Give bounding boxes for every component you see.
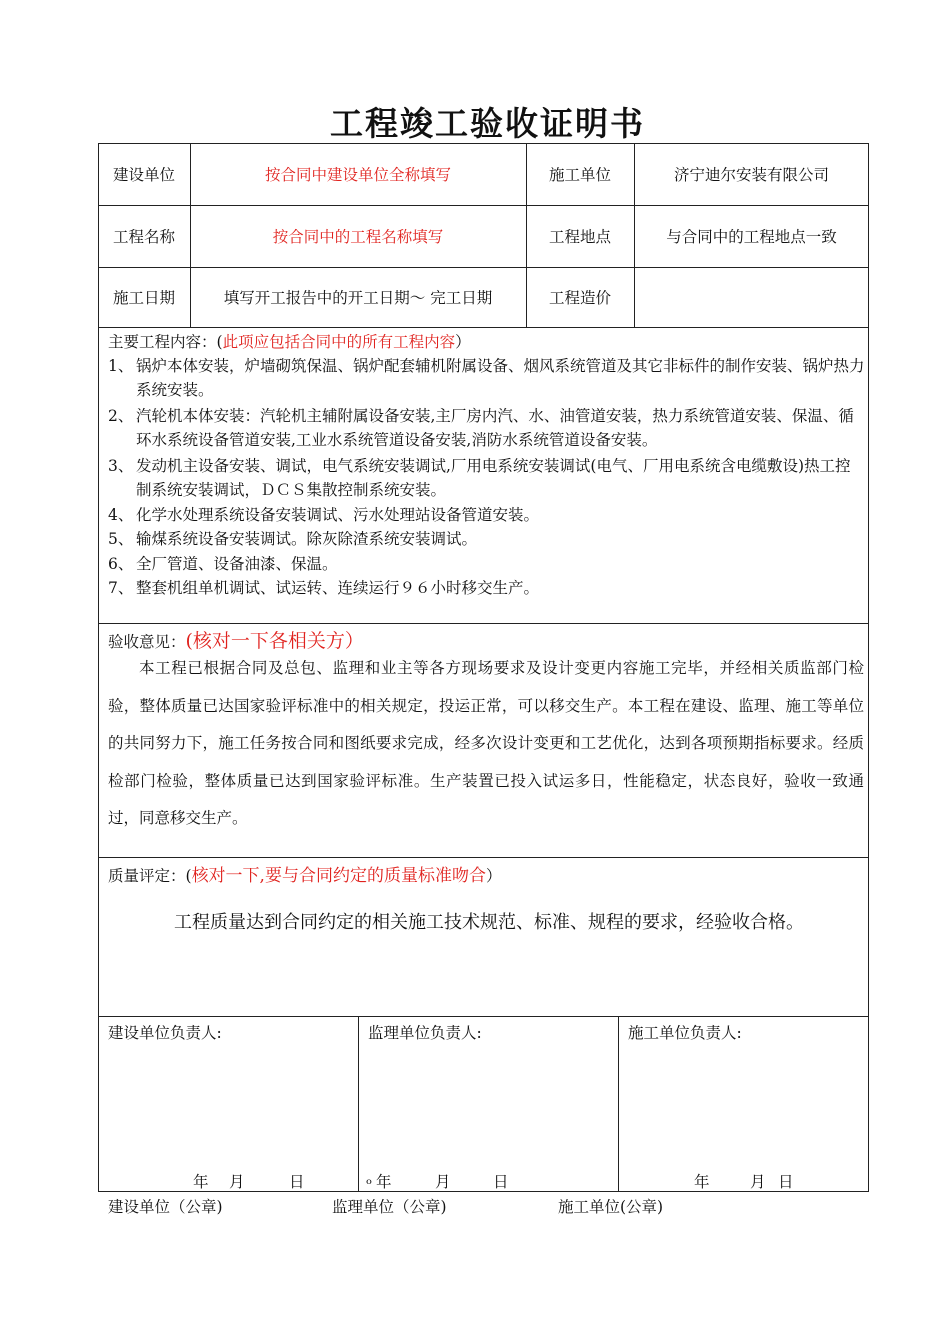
owner-seal-label: 建设单位（公章) — [108, 1198, 223, 1216]
supervisor-date-mark: ₒ — [366, 1170, 372, 1188]
list-item — [108, 552, 866, 576]
project-site-value: 与合同中的工程地点一致 — [666, 228, 837, 246]
item-number: 2、 — [108, 407, 134, 425]
item-text: 汽轮机本体安装：汽轮机主辅附属设备安装,主厂房内汽、水、油管道安装，热力系统管道安装、保温、循环水系统设备管道安装,工业水系统管道设备安装,消防水系统管道设备安装。 — [136, 407, 854, 449]
quality-close: ） — [485, 867, 502, 885]
supervisor-date-year: 年 — [376, 1173, 392, 1191]
supervisor-seal-label: 监理单位（公章) — [332, 1198, 447, 1216]
construction-date-label: 施工日期 — [112, 289, 175, 307]
item-number: 3、 — [108, 457, 134, 475]
construct-unit-label: 施工单位 — [548, 166, 611, 184]
project-cost-label: 工程造价 — [548, 289, 611, 307]
col-divider — [618, 1016, 619, 1192]
item-number: 1、 — [108, 357, 134, 375]
item-number: 7、 — [108, 579, 134, 597]
list-item — [108, 527, 866, 551]
contractor-seal-label: 施工单位(公章) — [558, 1198, 664, 1216]
list-item — [108, 354, 866, 402]
owner-signatory-label: 建设单位负责人: — [108, 1024, 222, 1042]
contractor-date-day: 日 — [778, 1173, 794, 1191]
item-text: 发动机主设备安装、调试，电气系统安装调试,厂用电系统安装调试(电气、厂用电系统含电缆敷设)热工控制系统安装调试，ＤＣＳ集散控制系统安装。 — [136, 457, 851, 499]
page-title: 工程竣工验收证明书 — [330, 104, 645, 143]
col-divider — [358, 1016, 359, 1192]
acceptance-heading — [108, 626, 364, 653]
item-text: 整套机组单机调试、试运转、连续运行９６小时移交生产。 — [136, 579, 540, 597]
quality-heading — [108, 861, 501, 886]
row-divider — [98, 857, 869, 858]
content-heading — [108, 330, 471, 352]
construct-unit-value: 济宁迪尔安装有限公司 — [673, 166, 829, 184]
item-text: 全厂管道、设备油漆、保温。 — [136, 555, 338, 573]
quality-label: 质量评定：( — [108, 867, 192, 885]
acceptance-text: 本工程已根据合同及总包、监理和业主等各方现场要求及设计变更内容施工完毕，并经相关质监部门检验，整体质量已达国家验评标准中的相关规定，投运正常，可以移交生产。本工程在建设、监理、施工等单位的共同努力下，施工任务按合同和图纸要求完成，经多次设计变更和工艺优化，达到各项预期指标要求。经质检部门检验，整体质量已达到国家验评标准。生产装置已投入试运多日，性能稳定，状态良好，验收一致通过，同意移交生产。 — [108, 659, 864, 827]
list-item — [108, 576, 866, 600]
owner-date-day: 日 — [289, 1173, 305, 1191]
build-unit-value: 按合同中建设单位全称填写 — [264, 166, 451, 184]
project-name-value: 按合同中的工程名称填写 — [272, 228, 444, 246]
project-site-label: 工程地点 — [548, 228, 611, 246]
acceptance-note: (核对一下各相关方） — [185, 630, 364, 652]
contractor-date-month: 月 — [750, 1173, 766, 1191]
project-name-label: 工程名称 — [112, 228, 175, 246]
contractor-date-year: 年 — [694, 1173, 710, 1191]
item-number: 5、 — [108, 530, 134, 548]
item-text: 锅炉本体安装，炉墙砌筑保温、锅炉配套辅机附属设备、烟风系统管道及其它非标件的制作安装、锅炉热力系统安装。 — [136, 357, 865, 399]
project-cost-value — [634, 267, 869, 327]
construction-date-value: 填写开工报告中的开工日期～ 完工日期 — [223, 289, 493, 307]
quality-text: 工程质量达到合同约定的相关施工技术规范、标准、规程的要求，经验收合格。 — [174, 912, 804, 933]
supervisor-date-day: 日 — [493, 1173, 509, 1191]
content-note: 此项应包括合同中的所有工程内容 — [222, 333, 456, 351]
quality-note: 核对一下,要与合同约定的质量标准吻合 — [191, 866, 486, 886]
supervisor-signatory-label: 监理单位负责人: — [368, 1024, 482, 1042]
list-item — [108, 454, 866, 502]
row-divider — [98, 327, 869, 328]
acceptance-label: 验收意见： — [108, 633, 186, 651]
list-item — [108, 404, 866, 452]
content-label: 主要工程内容：( — [108, 333, 223, 351]
row-divider — [98, 623, 869, 624]
build-unit-label: 建设单位 — [112, 166, 175, 184]
item-number: 6、 — [108, 555, 134, 573]
content-close: ） — [455, 333, 471, 351]
contractor-signatory-label: 施工单位负责人: — [628, 1024, 742, 1042]
supervisor-date-month: 月 — [435, 1173, 451, 1191]
owner-date-year: 年 — [193, 1173, 209, 1191]
item-text: 输煤系统设备安装调试。除灰除渣系统安装调试。 — [136, 530, 478, 548]
item-text: 化学水处理系统设备安装调试、污水处理站设备管道安装。 — [136, 506, 540, 524]
item-number: 4、 — [108, 506, 134, 524]
list-item — [108, 503, 866, 527]
owner-date-month: 月 — [229, 1173, 245, 1191]
row-divider — [98, 1016, 869, 1017]
